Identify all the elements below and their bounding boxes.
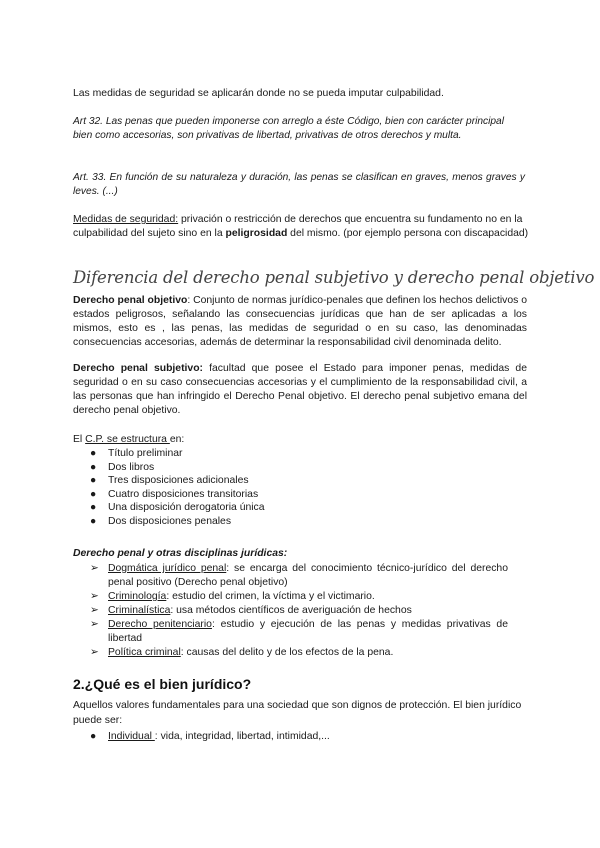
subjetivo-text: facultad que posee el Estado para imponer penas, medidas de seguridad o en su caso consecuencias accesorias y el cumplimiento de la responsabilidad civil, a las personas que han infringido el Derecho Penal objetivo. El derecho penal subjetivo emana del derecho penal objetivo. xyxy=(73,363,527,416)
paragraph-bien-juridico: Aquellos valores fundamentales para una sociedad que son dignos de protección. El bien jurídico puede ser: xyxy=(73,700,522,726)
list-item: ● Individual : vida, integridad, libertad, intimidad,... xyxy=(90,731,330,742)
cp-estructura-list xyxy=(90,447,265,529)
paragraph-medidas-seguridad xyxy=(73,213,529,242)
cp-underlined: C.P. se estructura xyxy=(85,434,170,445)
arrow-bullet-icon: ➢ xyxy=(90,619,99,630)
list-item: ➢ Criminología: estudio del crimen, la víctima y el victimario. xyxy=(90,591,375,602)
cp-post: en: xyxy=(169,434,185,445)
bullet-icon: ● xyxy=(90,502,97,514)
objetivo-term: Derecho penal objetivo xyxy=(73,295,188,306)
objetivo-text: : Conjunto de normas jurídico-penales que definen los hechos delictivos o estados peligrosos, señalando las consecuencias jurídicas que han de ser aplicadas a los mismos, esto es , las penas, las medidas de seguridad o en su caso, las denominadas consecuencias accesorias, además de determinar la responsabilidad civil denominada delito. xyxy=(73,295,527,348)
paragraph-derecho-subjetivo xyxy=(73,362,527,418)
disciplinas-list xyxy=(90,562,508,660)
arrow-bullet-icon: ➢ xyxy=(90,563,99,574)
paragraph-derecho-objetivo xyxy=(73,294,527,350)
list-item: ● Dos disposiciones penales xyxy=(90,515,232,527)
paragraph-medidas-intro: Las medidas de seguridad se aplicarán donde no se pueda imputar culpabilidad. xyxy=(73,88,444,99)
bullet-icon: ● xyxy=(90,515,97,527)
cp-pre: El xyxy=(73,434,86,445)
cp-estructura-intro xyxy=(73,433,527,447)
list-item: ● Cuatro disposiciones transitorias xyxy=(90,488,259,500)
bullet-icon: ● xyxy=(90,475,97,487)
peligrosidad-term: peligrosidad xyxy=(225,228,288,240)
bien-juridico-list xyxy=(90,730,330,744)
arrow-bullet-icon: ➢ xyxy=(90,605,99,616)
subjetivo-term: Derecho penal subjetivo: xyxy=(73,363,204,374)
article-33: Art. 33. En función de su naturaleza y duración, las penas se clasifican en graves, menos graves y leves. (...) xyxy=(73,172,525,198)
list-item: ➢ Derecho penitenciario: estudio y ejecución de las penas y medidas privativas de libertad xyxy=(90,619,508,644)
section-heading-bien-juridico: 2.¿Qué es el bien jurídico? xyxy=(73,676,252,692)
medidas-text-a: privación o restricción de derechos que encuentra su fundamento no en la culpabilidad del sujeto sino en la xyxy=(73,214,523,240)
arrow-bullet-icon: ➢ xyxy=(90,647,99,658)
disciplinas-heading: Derecho penal y otras disciplinas jurídicas: xyxy=(73,548,288,559)
section-heading-derecho-penal: Diferencia del derecho penal subjetivo y derecho penal objetivo xyxy=(73,268,595,287)
article-32: Art 32. Las penas que pueden imponerse con arreglo a éste Código, bien con carácter principal bien como accesorias, son privativas de libertad, privativas de otros derechos y multa. xyxy=(73,116,504,142)
bullet-icon: ● xyxy=(90,731,97,742)
list-item: ● Tres disposiciones adicionales xyxy=(90,475,249,487)
list-item: ➢ Criminalística: usa métodos científicos de averiguación de hechos xyxy=(90,605,412,616)
arrow-bullet-icon: ➢ xyxy=(90,591,99,602)
list-item: ● Una disposición derogatoria única xyxy=(90,502,265,514)
list-item: ➢ Dogmática jurídico penal: se encarga del conocimiento técnico-jurídico del derecho penal positivo (Derecho penal objetivo) xyxy=(90,563,508,588)
bullet-icon: ● xyxy=(90,448,97,459)
list-item: ➢ Política criminal: causas del delito y de los efectos de la pena. xyxy=(90,647,394,658)
list-item: ● Dos libros xyxy=(90,461,155,473)
bullet-icon: ● xyxy=(90,461,97,473)
medidas-text-b: del mismo. (por ejemplo persona con discapacidad) xyxy=(287,228,529,240)
bullet-icon: ● xyxy=(90,488,97,500)
list-item: ● Título preliminar xyxy=(90,448,183,459)
medidas-term: Medidas de seguridad: xyxy=(73,214,179,225)
